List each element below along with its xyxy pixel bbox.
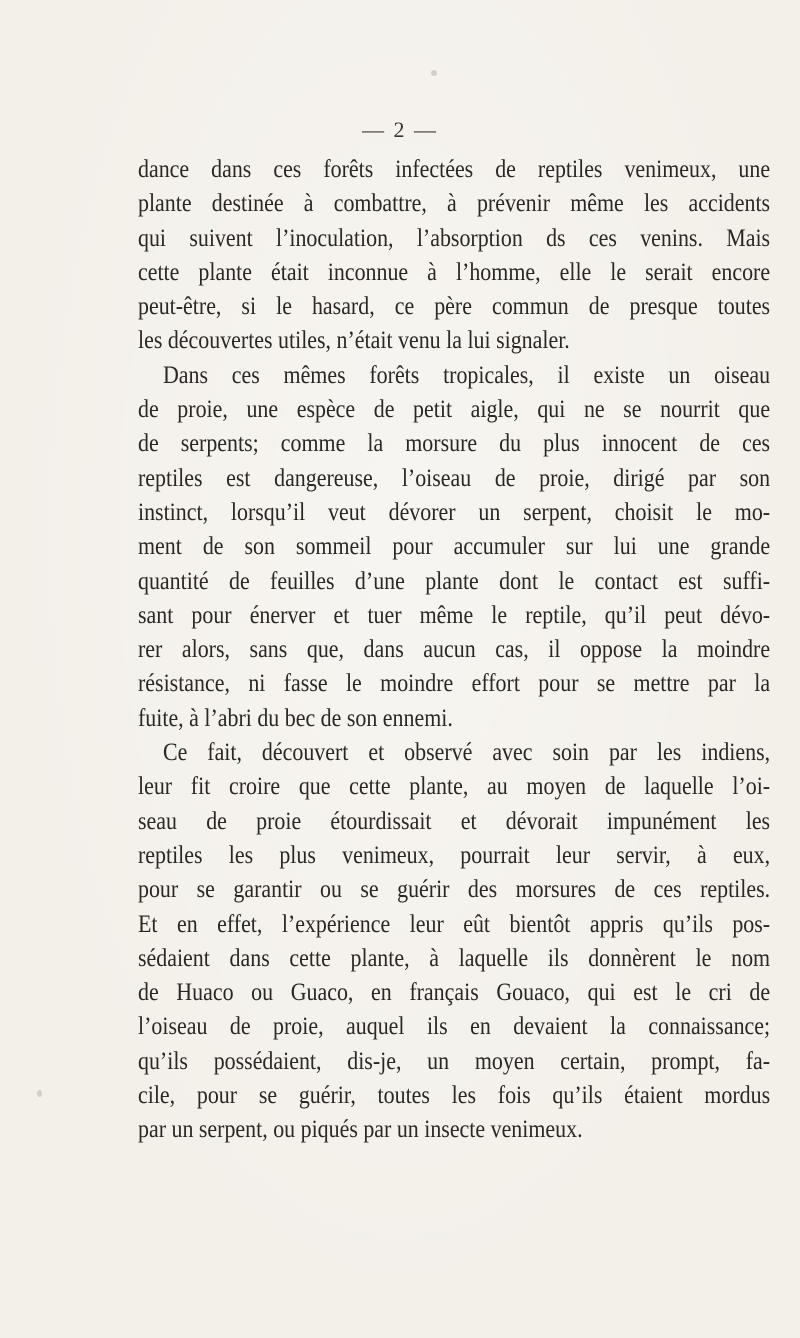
text-line: leur fit croire que cette plante, au moyen de laquelle l’oi-	[138, 771, 771, 801]
text-line: reptiles est dangereuse, l’oiseau de proie, dirigé par son	[138, 462, 771, 492]
text-line: quantité de feuilles d’une plante dont le contact est suffi-	[138, 565, 771, 595]
text-line: peut-être, si le hasard, ce père commun de presque toutes	[138, 291, 771, 321]
text-line: sédaient dans cette plante, à laquelle ils donnèrent le nom	[138, 942, 771, 972]
text-line: les découvertes utiles, n’était venu la lui signaler.	[138, 325, 570, 355]
text-line: seau de proie étourdissait et dévorait impunément les	[138, 805, 771, 835]
text-line: Et en effet, l’expérience leur eût bientôt appris qu’ils pos-	[138, 908, 771, 938]
text-line: sant pour énerver et tuer même le reptile, qu’il peut dévo-	[138, 599, 771, 629]
text-line: de Huaco ou Guaco, en français Gouaco, qui est le cri de	[138, 977, 771, 1007]
text-line: cile, pour se guérir, toutes les fois qu’ils étaient mordus	[138, 1080, 771, 1110]
paper-speck	[431, 70, 437, 76]
text-line: plante destinée à combattre, à prévenir même les accidents	[138, 188, 771, 218]
paragraph-start-line: Ce fait, découvert et observé avec soin par les indiens,	[162, 737, 771, 767]
text-line: résistance, ni fasse le moindre effort pour se mettre par la	[138, 668, 771, 698]
text-line: pour se garantir ou se guérir des morsures de ces reptiles.	[138, 874, 771, 904]
text-line: par un serpent, ou piqués par un insecte venimeux.	[138, 1114, 583, 1144]
page-number: — 2 —	[362, 117, 438, 142]
text-line: fuite, à l’abri du bec de son ennemi.	[138, 702, 453, 732]
text-line: ment de son sommeil pour accumuler sur lui une grande	[138, 531, 771, 561]
text-line: de serpents; comme la morsure du plus innocent de ces	[138, 428, 771, 458]
text-line: l’oiseau de proie, auquel ils en devaient la connaissance;	[138, 1011, 771, 1041]
paper-speck	[37, 1090, 42, 1097]
paragraph-start-line: Dans ces mêmes forêts tropicales, il existe un oiseau	[162, 359, 771, 389]
text-line: cette plante était inconnue à l’homme, elle le serait encore	[138, 256, 771, 286]
text-line: dance dans ces forêts infectées de reptiles venimeux, une	[138, 154, 771, 183]
text-line: rer alors, sans que, dans aucun cas, il oppose la moindre	[138, 634, 771, 664]
text-line: qui suivent l’inoculation, l’absorption ds ces venins. Mais	[138, 222, 771, 252]
text-line: qu’ils possédaient, dis-je, un moyen certain, prompt, fa-	[138, 1045, 771, 1075]
body-text	[138, 152, 770, 1147]
text-line: instinct, lorsqu’il veut dévorer un serpent, choisit le mo-	[138, 496, 771, 526]
text-line: de proie, une espèce de petit aigle, qui ne se nourrit que	[138, 394, 771, 424]
text-line: reptiles les plus venimeux, pourrait leur servir, à eux,	[138, 839, 771, 869]
